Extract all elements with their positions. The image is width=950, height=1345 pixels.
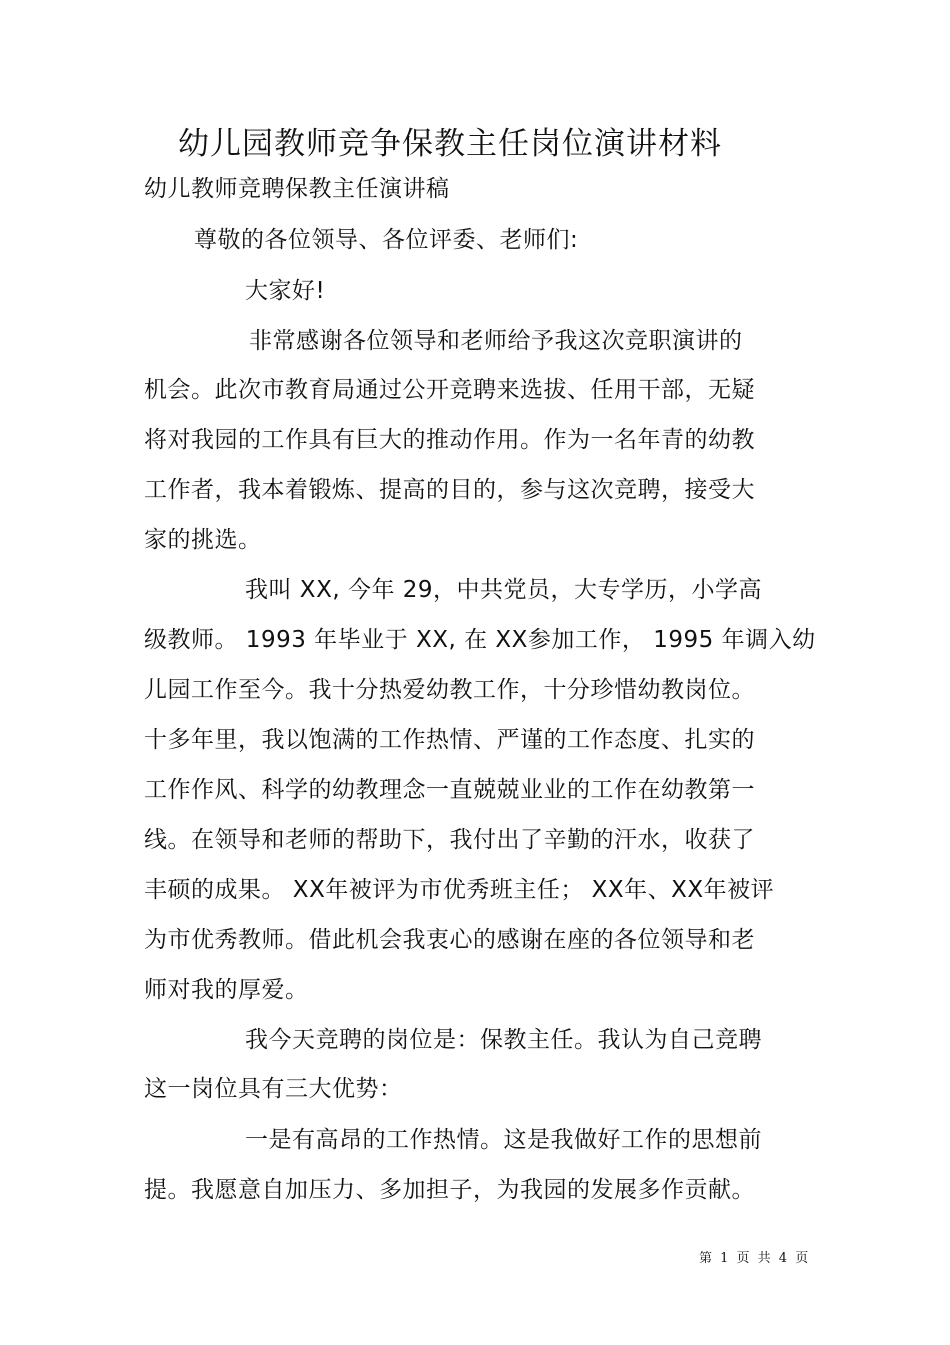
paragraph-line: 非常感谢各位领导和老师给予我这次竞职演讲的 [249,328,743,354]
paragraph-line: 工作作风、科学的幼教理念一直兢兢业业的工作在幼教第一 [144,777,755,803]
paragraph-line: 十多年里，我以饱满的工作热情、严谨的工作态度、扎实的 [144,727,755,753]
paragraph-line: 丰硕的成果。 XX年被评为市优秀班主任； XX年、XX年被评 [144,877,775,903]
paragraph-line: 大家好! [245,278,326,304]
paragraph-line: 尊敬的各位领导、各位评委、老师们: [194,227,579,253]
paragraph-line: 我今天竞聘的岗位是：保教主任。我认为自己竞聘 [245,1027,762,1053]
paragraph-line: 线。在领导和老师的帮助下，我付出了辛勤的汗水，收获了 [144,827,755,853]
paragraph-line: 我叫 XX, 今年 29，中共党员，大专学历，小学高 [245,577,763,603]
paragraph-line: 提。我愿意自加压力、多加担子，为我园的发展多作贡献。 [144,1177,755,1203]
paragraph-line: 将对我园的工作具有巨大的推动作用。作为一名年青的幼教 [144,427,755,453]
paragraph-line: 家的挑选。 [144,527,262,553]
document-subtitle: 幼儿教师竞聘保教主任演讲稿 [144,176,450,202]
paragraph-line: 级教师。 1993 年毕业于 XX, 在 XX参加工作， 1995 年调入幼 [144,627,816,653]
paragraph-line: 一是有高昂的工作热情。这是我做好工作的思想前 [245,1127,762,1153]
paragraph-line: 机会。此次市教育局通过公开竞聘来选拔、任用干部，无疑 [144,377,755,403]
document-title: 幼儿园教师竞争保教主任岗位演讲材料 [178,126,722,162]
paragraph-line: 师对我的厚爱。 [144,977,309,1003]
paragraph-line: 儿园工作至今。我十分热爱幼教工作，十分珍惜幼教岗位。 [144,677,755,703]
paragraph-line: 这一岗位具有三大优势： [144,1076,403,1102]
page-number: 第 1 页 共 4 页 [699,1251,811,1266]
paragraph-line: 工作者，我本着锻炼、提高的目的，参与这次竞聘，接受大 [144,477,755,503]
paragraph-line: 为市优秀教师。借此机会我衷心的感谢在座的各位领导和老 [144,927,755,953]
